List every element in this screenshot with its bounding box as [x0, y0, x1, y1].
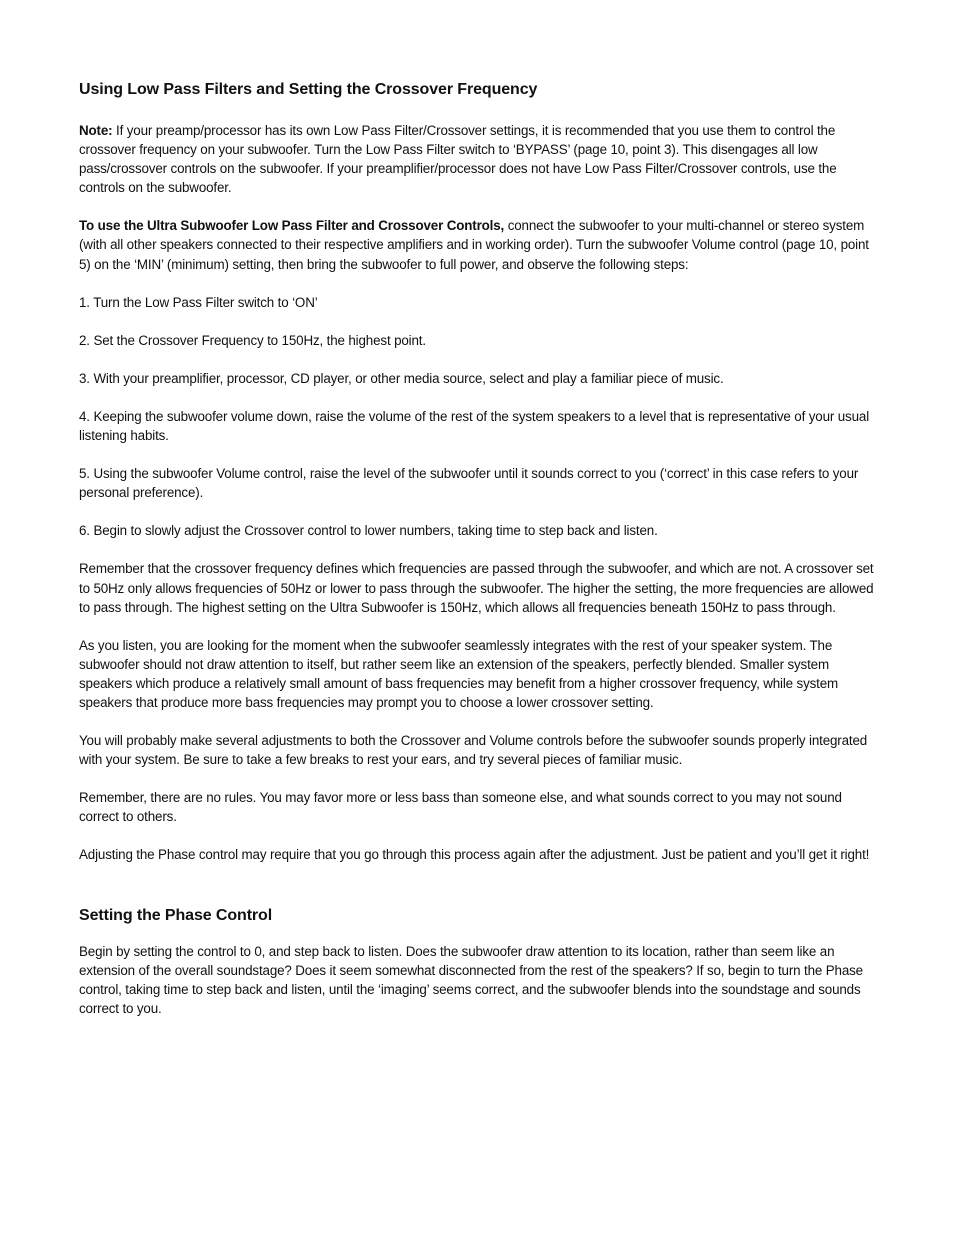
step-5: 5. Using the subwoofer Volume control, raise the level of the subwoofer until it sounds correct to you (‘correct’ in this case refers to your personal preference). — [79, 466, 859, 501]
document-page — [79, 78, 879, 1018]
note-paragraph — [79, 121, 879, 197]
note-label: Note: — [79, 123, 113, 138]
step-4: 4. Keeping the subwoofer volume down, raise the volume of the rest of the system speakers to a level that is representative of your usual listening habits. — [79, 408, 870, 444]
step-3: 3. With your preamplifier, processor, CD player, or other media source, select and play a familiar piece of music. — [79, 370, 724, 386]
intro-label: To use the Ultra Subwoofer Low Pass Filter and Crossover Controls, — [79, 218, 505, 234]
step-6: 6. Begin to slowly adjust the Crossover control to lower numbers, taking time to step back and listen. — [79, 523, 658, 539]
paragraph-phase-note: Adjusting the Phase control may require that you go through this process again after the adjustment. Just be patient and you’ll get it right! — [79, 847, 870, 863]
paragraph-no-rules: Remember, there are no rules. You may favor more or less bass than someone else, and what sounds correct to you may not sound correct to others. — [79, 790, 842, 825]
paragraph-phase-control: Begin by setting the control to 0, and step back to listen. Does the subwoofer draw attention to its location, rather than seem like an extension of the overall soundstage? Does it seem somewhat disconnected from the rest of the speakers? If so, begin to turn the Phase control, taking time to step back and listen, until the ‘imaging’ seems correct, and the subwoofer blends into the soundstage and sounds correct to you. — [79, 943, 863, 1016]
note-text: If your preamp/processor has its own Low Pass Filter/Crossover settings, it is recommended that you use them to control the crossover frequency on your subwoofer. Turn the Low Pass Filter switch to ‘BYPASS’ (page 10, point 3). This disengages all low pass/crossover controls on the subwoofer. If your preamplifier/processor does not have Low Pass Filter/Crossover controls, use the controls on the subwoofer. — [79, 123, 837, 196]
paragraph-adjustments: You will probably make several adjustments to both the Crossover and Volume controls before the subwoofer sounds properly integrated with your system. Be sure to take a few breaks to rest your ears, and try several pieces of familiar music. — [79, 733, 868, 768]
section-heading-phase: Setting the Phase Control — [79, 906, 273, 924]
paragraph-crossover-definition: Remember that the crossover frequency defines which frequencies are passed through the subwoofer, and which are not. A crossover set to 50Hz only allows frequencies of 50Hz or lower to pass through the subwoofer. The higher the setting, the more frequencies are allowed to pass through. The highest setting on the Ultra Subwoofer is 150Hz, which allows all frequencies beneath 150Hz to pass through. — [79, 561, 874, 615]
paragraph-listening: As you listen, you are looking for the moment when the subwoofer seamlessly integrates with the rest of your speaker system. The subwoofer should not draw attention to itself, but rather seem like an extension of the speakers, perfectly blended. Smaller system speakers which produce a relatively small amount of bass frequencies may benefit from a higher crossover frequency, while system speakers that produce more bass frequencies may prompt you to choose a lower crossover setting. — [79, 637, 839, 710]
section-heading-low-pass: Using Low Pass Filters and Setting the Crossover Frequency — [79, 81, 538, 98]
step-2: 2. Set the Crossover Frequency to 150Hz, the highest point. — [79, 332, 426, 348]
step-1: 1. Turn the Low Pass Filter switch to ‘ON’ — [79, 294, 318, 310]
intro-text: connect the subwoofer to your multi-channel or stereo system (with all other speakers connected to their respective amplifiers and in working order). Turn the subwoofer Volume control (page 10, point 5) on the ‘MIN’ (minimum) setting, then bring the subwoofer to full power, and observe the following steps: — [79, 218, 869, 272]
intro-paragraph — [79, 216, 879, 273]
